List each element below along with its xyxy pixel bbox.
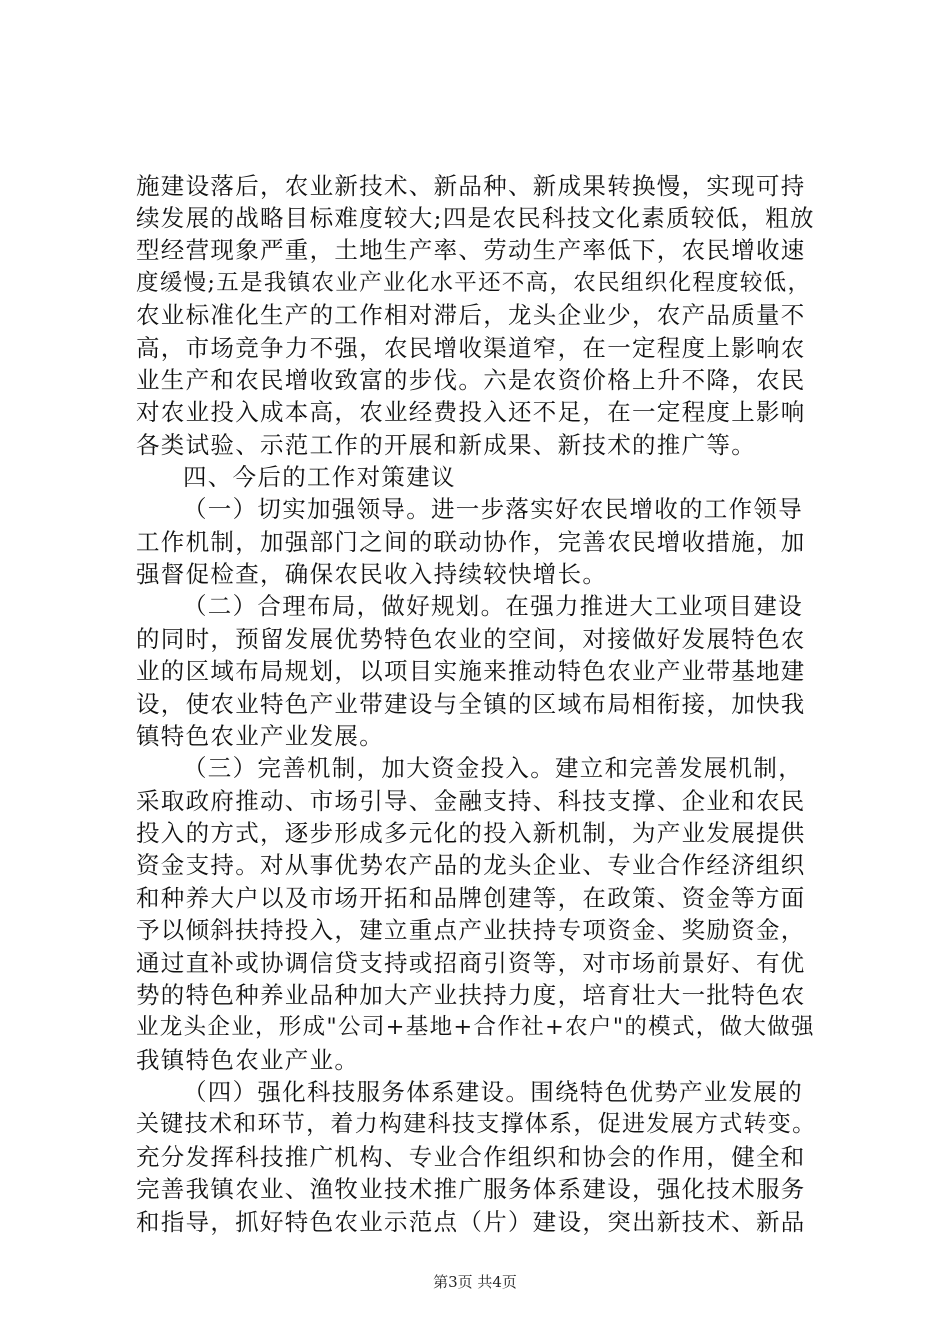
paragraph-start: （一）切实加强领导。进一步落实好农民增收的工作领导 bbox=[183, 495, 803, 523]
text-line: 各类试验、示范工作的开展和新成果、新技术的推广等。 bbox=[136, 431, 756, 459]
paragraph-start: （三）完善机制，加大资金投入。建立和完善发展机制， bbox=[183, 754, 803, 782]
page-number-footer: 第3页 共4页 bbox=[433, 1273, 517, 1291]
section-heading: 四、今后的工作对策建议 bbox=[183, 463, 456, 491]
text-line: 的同时，预留发展优势特色农业的空间，对接做好发展特色农 bbox=[136, 625, 806, 653]
text-line: 业的区域布局规划，以项目实施来推动特色农业产业带基地建 bbox=[136, 657, 806, 685]
text-line: 度缓慢;五是我镇农业产业化水平还不高，农民组织化程度较低， bbox=[136, 270, 812, 296]
text-line: 设，使农业特色产业带建设与全镇的区域布局相衔接，加快我 bbox=[136, 690, 806, 718]
text-line: 强督促检查，确保农民收入持续较快增长。 bbox=[136, 560, 608, 588]
paragraph-start: （四）强化科技服务体系建设。围绕特色优势产业发展的 bbox=[183, 1078, 803, 1106]
text-line: 型经营现象严重，土地生产率、劳动生产率低下，农民增收速 bbox=[136, 236, 806, 264]
text-line: 采取政府推动、市场引导、金融支持、科技支撑、企业和农民 bbox=[136, 787, 806, 815]
text-line: 通过直补或协调信贷支持或招商引资等，对市场前景好、有优 bbox=[136, 949, 806, 977]
text-line: 势的特色种养业品种加大产业扶持力度，培育壮大一批特色农 bbox=[136, 981, 806, 1009]
text-line: 予以倾斜扶持投入，建立重点产业扶持专项资金、奖励资金， bbox=[136, 916, 806, 944]
text-line: 业龙头企业，形成"公司+基地+合作社+农户"的模式，做大做强 bbox=[136, 1014, 815, 1040]
text-line: 业生产和农民增收致富的步伐。六是农资价格上升不降，农民 bbox=[136, 366, 806, 394]
text-line: 镇特色农业产业发展。 bbox=[136, 722, 384, 750]
text-line: 充分发挥科技推广机构、专业合作组织和协会的作用，健全和 bbox=[136, 1143, 806, 1171]
text-line: 完善我镇农业、渔牧业技术推广服务体系建设，强化技术服务 bbox=[136, 1175, 806, 1203]
text-line: 投入的方式，逐步形成多元化的投入新机制，为产业发展提供 bbox=[136, 819, 806, 847]
text-line: 续发展的战略目标难度较大;四是农民科技文化素质较低，粗放 bbox=[136, 204, 815, 232]
text-line: 施建设落后，农业新技术、新品种、新成果转换慢，实现可持 bbox=[136, 172, 806, 200]
text-line: 和种养大户以及市场开拓和品牌创建等，在政策、资金等方面 bbox=[136, 884, 806, 912]
text-line: 农业标准化生产的工作相对滞后，龙头企业少，农产品质量不 bbox=[136, 301, 806, 329]
text-line: 和指导，抓好特色农业示范点（片）建设，突出新技术、新品 bbox=[136, 1208, 806, 1236]
paragraph-start: （二）合理布局，做好规划。在强力推进大工业项目建设 bbox=[183, 592, 803, 620]
text-line: 工作机制，加强部门之间的联动协作，完善农民增收措施，加 bbox=[136, 528, 806, 556]
text-line: 对农业投入成本高，农业经费投入还不足，在一定程度上影响 bbox=[136, 398, 806, 426]
text-line: 我镇特色农业产业。 bbox=[136, 1046, 360, 1074]
text-line: 资金支持。对从事优势农产品的龙头企业、专业合作经济组织 bbox=[136, 851, 806, 879]
text-line: 高，市场竞争力不强，农民增收渠道窄，在一定程度上影响农 bbox=[136, 334, 806, 362]
text-line: 关键技术和环节，着力构建科技支撑体系，促进发展方式转变。 bbox=[136, 1111, 817, 1137]
